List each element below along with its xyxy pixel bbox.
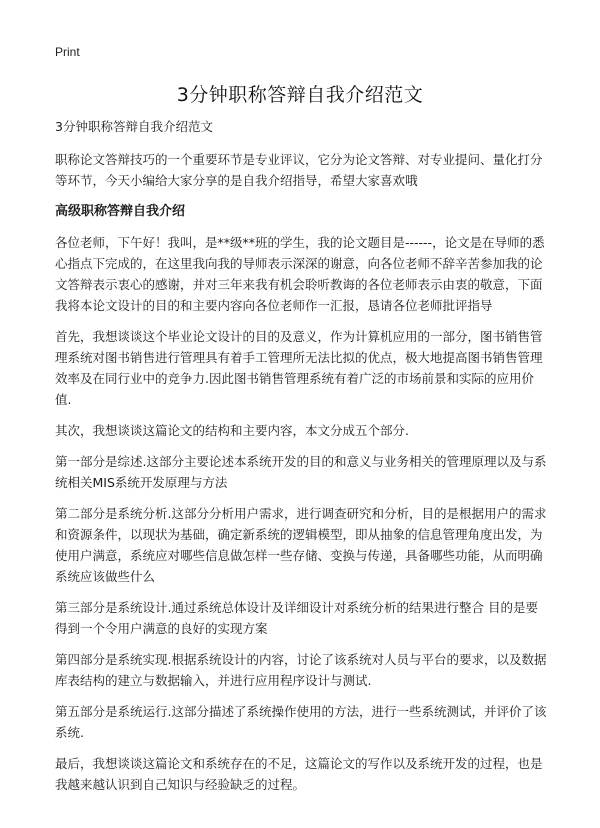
- print-link[interactable]: Print: [55, 45, 80, 59]
- page-title: 3分钟职称答辩自我介绍范文: [176, 84, 424, 106]
- paragraph-purpose: 首先，我想谈谈这个毕业论文设计的目的及意义，作为计算机应用的一部分，图书销售管理系统对图书销售进行管理具有着手工管理所无法比拟的优点，极大地提高图书销售管理效率及在同行业中的竞争力.因此图书销售管理系统有着广泛的市场前景和实际的应用价值.: [55, 329, 543, 407]
- intro-paragraph: 职称论文答辩技巧的一个重要环节是专业评议，它分为论文答辩、对专业提问、量化打分等环节，今天小编给大家分享的是自我介绍指导，希望大家喜欢哦: [55, 152, 543, 188]
- section-heading: 高级职称答辩自我介绍: [55, 204, 186, 219]
- paragraph-part-2: 第二部分是系统分析.这部分分析用户需求，进行调查研究和分析，目的是根据用户的需求和资源条件，以现状为基础，确定新系统的逻辑模型，即从抽象的信息管理角度出发，为使用户满意，系统应对哪些信息做怎样一些存储、变换与传递，具备哪些功能，从而明确系统应该做些什么: [55, 506, 547, 584]
- paragraph-conclusion: 最后，我想谈谈这篇论文和系统存在的不足，这篇论文的写作以及系统开发的过程，也是我越来越认识到自己知识与经验缺乏的过程。: [55, 756, 543, 792]
- paragraph-part-1: 第一部分是综述.这部分主要论述本系统开发的目的和意义与业务相关的管理原理以及与系统相关MIS系统开发原理与方法: [55, 454, 547, 490]
- paragraph-structure: 其次，我想谈谈这篇论文的结构和主要内容，本文分成五个部分.: [55, 423, 409, 438]
- article-body: [55, 116, 547, 805]
- article-subtitle: 3分钟职称答辩自我介绍范文: [55, 119, 213, 134]
- paragraph-part-5: 第五部分是系统运行.这部分描述了系统操作使用的方法，进行一些系统测试，并评价了该系统.: [55, 704, 547, 740]
- paragraph-part-4: 第四部分是系统实现.根据系统设计的内容，讨论了该系统对人员与平台的要求，以及数据库表结构的建立与数据输入，并进行应用程序设计与测试.: [55, 652, 547, 688]
- paragraph-part-3: 第三部分是系统设计.通过系统总体设计及详细设计对系统分析的结果进行整合 目的是要得到一个令用户满意的良好的实现方案: [55, 600, 538, 636]
- paragraph-greeting: 各位老师，下午好！我叫，是**级**班的学生，我的论文题目是------，论文是在导师的悉心指点下完成的，在这里我向我的导师表示深深的谢意，向各位老师不辞辛苦参加我的论文答辩表示衷心的感谢，并对三年来我有机会聆听教诲的各位老师表示由衷的敬意，下面我将本论文设计的目的和主要内容向各位老师作一汇报，恳请各位老师批评指导: [55, 235, 545, 313]
